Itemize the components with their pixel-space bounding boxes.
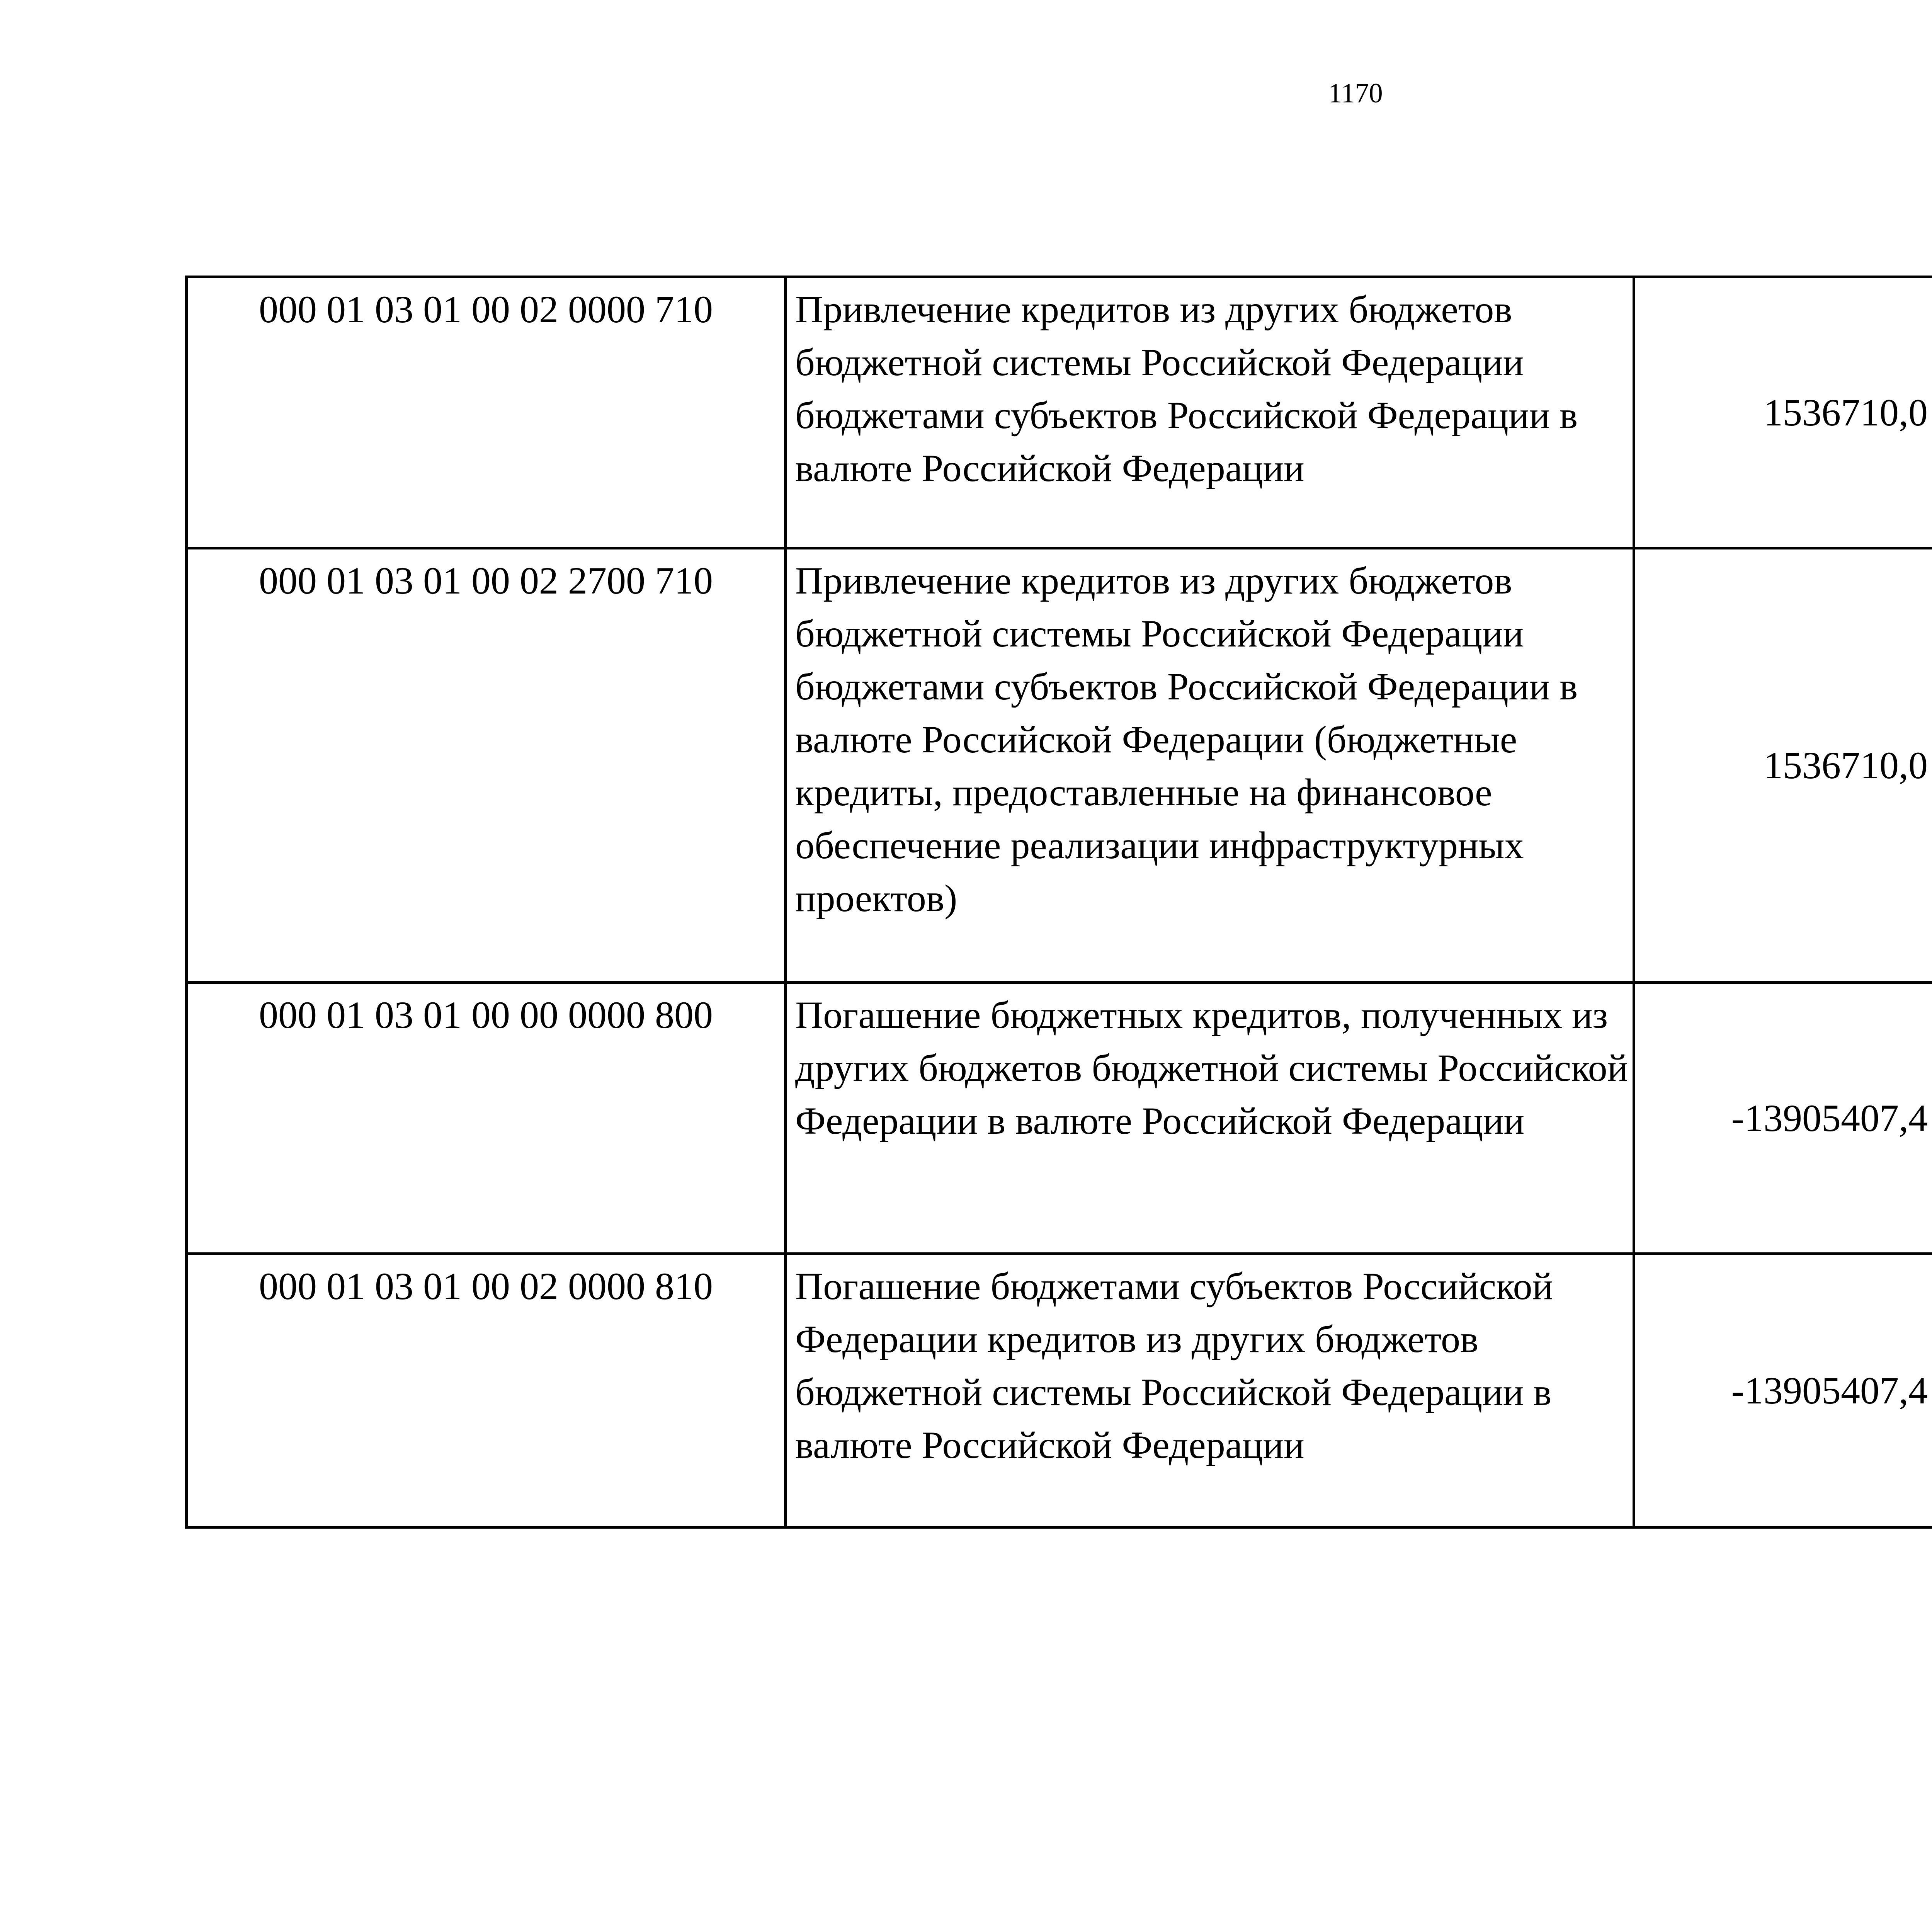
name-cell: Погашение бюджетных кредитов, полученных из других бюджетов бюджетной системы Российской Федерации в валюте Российской Федерации [786, 983, 1634, 1254]
code-cell: 000 01 03 01 00 00 0000 800 [187, 983, 786, 1254]
budget-table [185, 276, 1932, 1529]
name-cell: Привлечение кредитов из других бюджетов бюджетной системы Российской Федерации бюджетами субъектов Российской Федерации в валюте Российской Федерации (бюджетные кредиты, предоставленные на финансовое обеспечение реализации инфраструктурных проектов) [786, 548, 1634, 983]
table-row [187, 548, 1932, 983]
code-cell: 000 01 03 01 00 02 0000 710 [187, 277, 786, 548]
code-cell: 000 01 03 01 00 02 2700 710 [187, 548, 786, 983]
value-cell-1: 1536710,0 [1634, 277, 1932, 548]
code-cell: 000 01 03 01 00 02 0000 810 [187, 1254, 786, 1527]
value-cell-1: -13905407,4 [1634, 983, 1932, 1254]
name-cell: Погашение бюджетами субъектов Российской Федерации кредитов из других бюджетов бюджетной системы Российской Федерации в валюте Российской Федерации [786, 1254, 1634, 1527]
value-cell-1: 1536710,0 [1634, 548, 1932, 983]
table-row [187, 277, 1932, 548]
page-number: 1170 [1328, 78, 1383, 109]
table-row [187, 983, 1932, 1254]
name-cell: Привлечение кредитов из других бюджетов бюджетной системы Российской Федерации бюджетами субъектов Российской Федерации в валюте Российской Федерации [786, 277, 1634, 548]
value-cell-1: -13905407,4 [1634, 1254, 1932, 1527]
table-row [187, 1254, 1932, 1527]
